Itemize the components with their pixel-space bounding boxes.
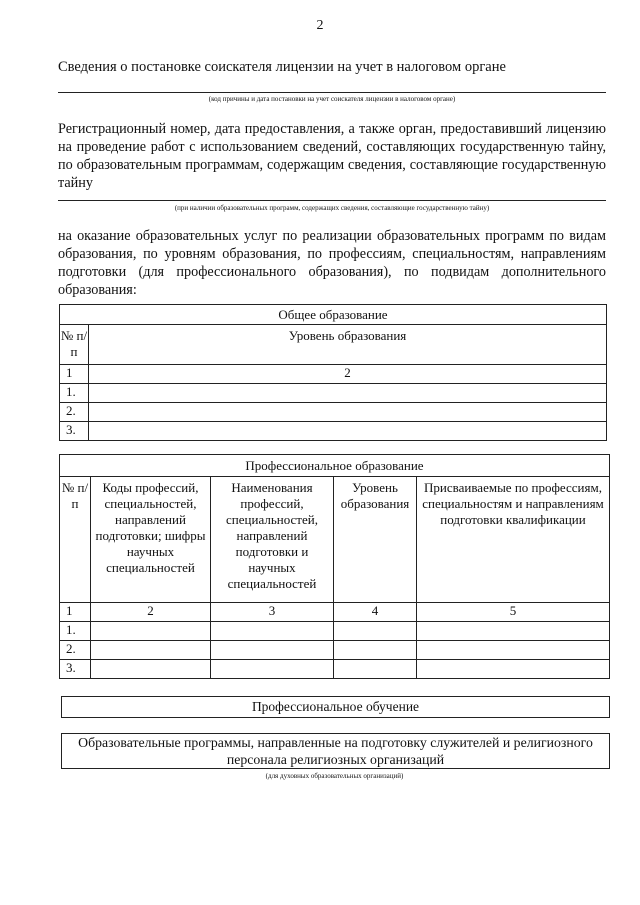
- professional-row-cell: [417, 660, 610, 679]
- professional-colnum-1: 1: [60, 603, 91, 622]
- registration-text: Регистрационный номер, дата предоставления, а также орган, предоставивший лицензию на проведение работ с использованием сведений, составляющих государственную тайну, по образовательным программам, содержащим сведения, составляющие государственную тайну: [58, 121, 606, 191]
- general-colnum-2: 2: [89, 365, 607, 384]
- general-header-level: Уровень образования: [89, 325, 607, 365]
- professional-training-box: [61, 696, 610, 718]
- intro-text: на оказание образовательных услуг по реализации образовательных программ по видам образования, по уровням образования, по профессиям, специальностям, направлениям подготовки (для профессионального образования), по подвидам дополнительного образования:: [58, 228, 606, 298]
- professional-row-cell: [91, 660, 211, 679]
- professional-row-cell: [334, 641, 417, 660]
- professional-row-cell: [417, 641, 610, 660]
- tax-section-caption: (код причины и дата постановки на учет соискателя лицензии в налоговом органе): [208, 95, 456, 103]
- general-row-number: 2.: [60, 403, 89, 422]
- general-education-title: Общее образование: [60, 305, 607, 325]
- professional-row-number: 1.: [60, 622, 91, 641]
- professional-colnum-2: 2: [91, 603, 211, 622]
- general-header-number: № п/п: [60, 325, 89, 365]
- general-colnum-1: 1: [60, 365, 89, 384]
- general-row-cell: [89, 384, 607, 403]
- religious-programs-caption: (для духовных образовательных организаций): [265, 772, 404, 780]
- professional-row-cell: [91, 641, 211, 660]
- professional-row-cell: [334, 622, 417, 641]
- tax-section-line: [58, 92, 606, 93]
- table-row: [60, 403, 607, 422]
- professional-header-names: Наименования профессий, специальностей, направлений подготовки и научных специальностей: [211, 477, 334, 603]
- general-row-cell: [89, 422, 607, 441]
- professional-row-cell: [334, 660, 417, 679]
- page-number: 2: [316, 18, 324, 33]
- professional-header-codes: Коды профессий, специальностей, направлений подготовки; шифры научных специальностей: [91, 477, 211, 603]
- table-row: [60, 622, 610, 641]
- professional-colnum-4: 4: [334, 603, 417, 622]
- professional-row-cell: [417, 622, 610, 641]
- general-education-table: [59, 304, 607, 441]
- general-row-number: 3.: [60, 422, 89, 441]
- table-row: [60, 422, 607, 441]
- table-row: [60, 641, 610, 660]
- professional-row-cell: [211, 660, 334, 679]
- professional-training-title: Профессиональное обучение: [251, 699, 420, 714]
- table-row: [60, 384, 607, 403]
- registration-line: [58, 200, 606, 201]
- professional-colnum-3: 3: [211, 603, 334, 622]
- general-row-number: 1.: [60, 384, 89, 403]
- professional-row-number: 3.: [60, 660, 91, 679]
- table-row: [60, 660, 610, 679]
- tax-section-title: Сведения о постановке соискателя лицензии на учет в налоговом органе: [58, 59, 506, 75]
- professional-row-number: 2.: [60, 641, 91, 660]
- professional-colnum-5: 5: [417, 603, 610, 622]
- professional-education-title: Профессиональное образование: [60, 455, 610, 477]
- professional-row-cell: [211, 641, 334, 660]
- professional-education-table: [59, 454, 610, 679]
- professional-header-number: № п/п: [60, 477, 91, 603]
- professional-header-level: Уровень образования: [334, 477, 417, 603]
- religious-programs-title: Образовательные программы, направленные на подготовку служителей и религиозного персонала религиозных организаций: [78, 735, 593, 767]
- professional-row-cell: [91, 622, 211, 641]
- professional-header-qualifications: Присваиваемые по профессиям, специальностям и направлениям подготовки квалификации: [417, 477, 610, 603]
- registration-caption: (при наличии образовательных программ, содержащих сведения, составляющие государственную тайну): [174, 204, 490, 212]
- religious-programs-box: [61, 733, 610, 769]
- professional-row-cell: [211, 622, 334, 641]
- general-row-cell: [89, 403, 607, 422]
